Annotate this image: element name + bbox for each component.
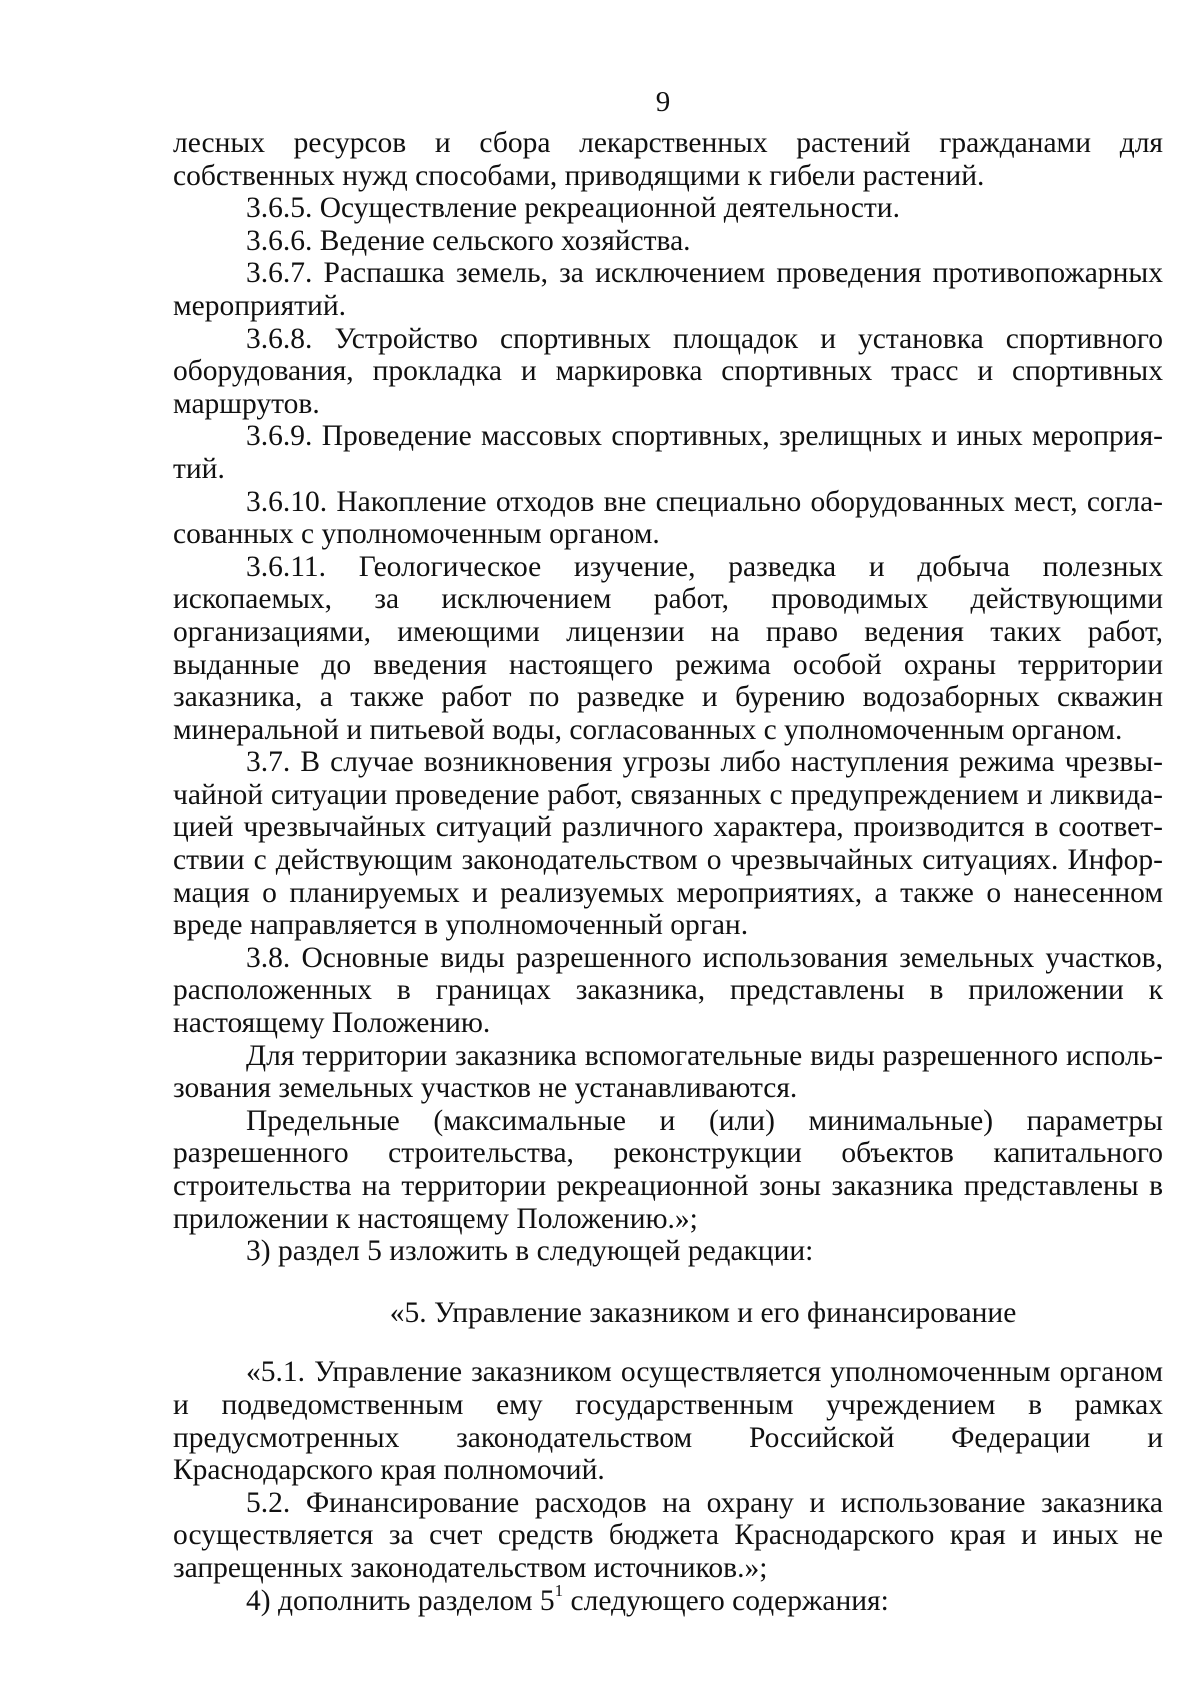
- paragraph-3-6-6: 3.6.6. Ведение сельского хозяйства.: [246, 224, 691, 257]
- paragraph-amendment-3: 3) раздел 5 изложить в следующей редакции:: [246, 1235, 814, 1268]
- paragraph-3-6-8: 3.6.8. Устройство спортивных площадок и установка спортивного оборудования, прокладка и маркировка спортивных трасс и спортивных маршрутов.: [173, 322, 1163, 420]
- section-heading: «5. Управление заказником и его финансирование: [389, 1296, 1017, 1329]
- paragraph-3-6-5: 3.6.5. Осуществление рекреационной деятельности.: [246, 192, 900, 225]
- paragraph-3-6-9: 3.6.9. Проведение массовых спортивных, зрелищных и иных мероприятий.: [173, 420, 1163, 485]
- paragraph-5-2: 5.2. Финансирование расходов на охрану и использование заказника осуществляется за счет средств бюджета Краснодарского края и иных не запрещенных законодательством источников.»;: [173, 1486, 1163, 1584]
- paragraph-limit-parameters: Предельные (максимальные и (или) минимальные) параметры разрешенного строительства, реконструкции объектов капитального строительства на территории рекреационной зоны заказника представлены в приложении к настоящему Положению.»;: [173, 1104, 1163, 1235]
- amendment-4-text-start: 4) дополнить разделом 5: [246, 1584, 555, 1617]
- paragraph-3-7: 3.7. В случае возникновения угрозы либо наступления режима чрезвычайной ситуации проведение работ, связанных с предупреждением и ликвидацией чрезвычайных ситуаций различного характера, производится в соответствии с действующим законодательством о чрезвычайных ситуациях. Информация о планируемых и реализуемых мероприятиях, а также о нанесенном вреде направляется в уполномоченный орган.: [173, 746, 1163, 942]
- paragraph-3-8: 3.8. Основные виды разрешенного использования земельных участков, расположенных в границах заказника, представлены в приложении к настоящему Положению.: [173, 941, 1163, 1040]
- document-body: [173, 127, 1163, 1617]
- paragraph-3-6-11: 3.6.11. Геологическое изучение, разведка и добыча полезных ископаемых, за исключением работ, проводимых действующими организациями, имеющими лицензии на право ведения таких работ, выданные до введения настоящего режима особой охраны территории заказника, а также работ по разведке и бурению водозаборных скважин минеральной и питьевой воды, согласованных с уполномоченным органом.: [173, 550, 1163, 746]
- paragraph-auxiliary-uses: Для территории заказника вспомогательные виды разрешенного использования земельных участков не устанавливаются.: [173, 1039, 1163, 1105]
- paragraph-amendment-4: [173, 1580, 1163, 1618]
- paragraph-3-6-10: 3.6.10. Накопление отходов вне специально оборудованных мест, согласованных с уполномоченным органом.: [173, 485, 1163, 551]
- amendment-4-text-end: следующего содержания:: [563, 1584, 889, 1617]
- paragraph-5-1: «5.1. Управление заказником осуществляется уполномоченным органом и подведомственным ему государственным учреждением в рамках предусмотренных законодательством Российской Федерации и Краснодарского края полномочий.: [173, 1356, 1163, 1487]
- paragraph-continuation: лесных ресурсов и сбора лекарственных растений гражданами для собственных нужд способами, приводящими к гибели растений.: [173, 127, 1163, 192]
- superscript-marker: 1: [554, 1580, 564, 1600]
- paragraph-3-6-7: 3.6.7. Распашка земель, за исключением проведения противопожарных мероприятий.: [173, 257, 1163, 322]
- page-number: 9: [655, 86, 671, 118]
